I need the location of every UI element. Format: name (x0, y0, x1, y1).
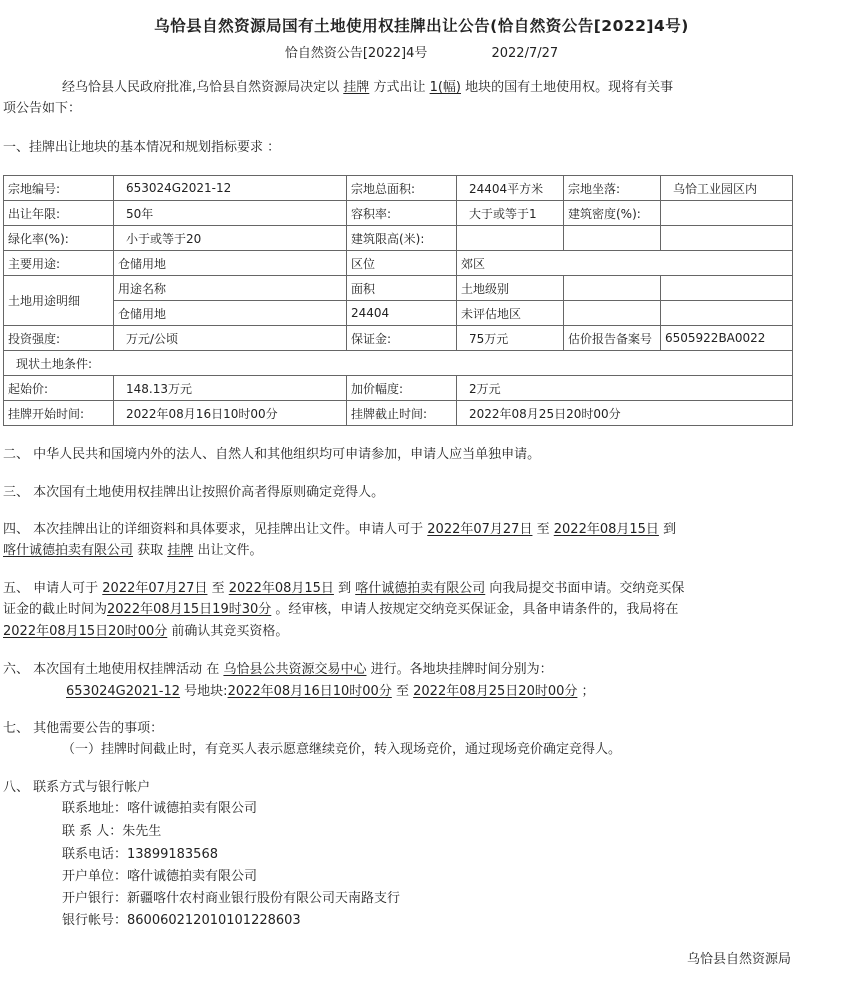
date-text: 2022年07月27日 (427, 522, 533, 537)
table-cell: 起始价: (4, 376, 114, 401)
table-cell: 挂牌截止时间: (347, 401, 457, 426)
table-cell: 出让年限: (4, 201, 114, 226)
section-text: 前确认其竞买资格。 (171, 624, 289, 639)
parcel-id: 653024G2021-12 (66, 684, 181, 699)
table-cell: 土地用途明细 (4, 276, 114, 326)
table-cell: 用途名称 (114, 276, 347, 301)
date-text: 2022年08月16日10时00分 (227, 684, 392, 699)
date-text: 2022年07月27日 (102, 581, 208, 596)
table-cell: 6505922BA0022 (661, 326, 793, 351)
table-cell (661, 276, 793, 301)
intro-text: 地块的国有土地使用权。现将有关事 (465, 80, 674, 95)
intro-count: 1(幅) (429, 80, 462, 95)
section-5-line-2 (3, 601, 803, 619)
doc-date: 2022/7/27 (491, 46, 559, 61)
section-text: 至 (211, 581, 225, 596)
table-cell: 大于或等于1 (457, 201, 564, 226)
date-text: 2022年08月15日19时30分 (107, 602, 272, 617)
signature: 乌恰县自然资源局 (686, 952, 791, 967)
table-cell: 未评估地区 (457, 301, 564, 326)
table-cell: 小于或等于20 (114, 226, 347, 251)
table-cell: 24404 (347, 301, 457, 326)
contact-phone: 联系电话：13899183568 (62, 847, 218, 862)
table-cell (564, 226, 661, 251)
section-4-line-2 (3, 542, 803, 560)
section-text: 获取 (137, 543, 164, 558)
table-cell: 保证金: (347, 326, 457, 351)
table-row (4, 201, 793, 226)
table-cell: 郊区 (457, 251, 793, 276)
intro-method: 挂牌 (343, 80, 370, 95)
table-cell: 现状土地条件: (4, 351, 793, 376)
table-cell: 宗地总面积: (347, 176, 457, 201)
table-row (4, 301, 793, 326)
table-cell: 50年 (114, 201, 347, 226)
section-text: 证金的截止时间为 (3, 602, 108, 617)
section-text: 六、 本次国有土地使用权挂牌活动 (3, 662, 203, 677)
section-text: 进行。各地块挂牌时间分别为： (370, 662, 553, 677)
intro-line-2: 项公告如下： (3, 101, 82, 116)
section-text: 五、 申请人可于 (3, 581, 99, 596)
intro-text: 方式出让 (373, 80, 426, 95)
section-text: 在 (206, 662, 220, 677)
table-cell: 投资强度: (4, 326, 114, 351)
section-5-line-1 (3, 580, 803, 598)
table-cell: 2022年08月25日20时00分 (457, 401, 793, 426)
company-name: 喀什诚德拍卖有限公司 (3, 543, 134, 558)
section-text: ； (581, 684, 595, 699)
venue-name: 乌恰县公共资源交易中心 (223, 662, 367, 677)
date-text: 2022年08月15日 (553, 522, 659, 537)
table-cell: 148.13万元 (114, 376, 347, 401)
section-text: 到 (338, 581, 352, 596)
table-cell: 绿化率(%): (4, 226, 114, 251)
table-cell: 挂牌开始时间: (4, 401, 114, 426)
date-text: 2022年08月15日20时00分 (3, 624, 168, 639)
table-cell: 宗地编号: (4, 176, 114, 201)
section-text: 。经审核，申请人按规定交纳竞买保证金，具备申请条件的，我局将在 (275, 602, 679, 617)
company-name: 喀什诚德拍卖有限公司 (355, 581, 486, 596)
table-cell: 75万元 (457, 326, 564, 351)
section-text: 四、 本次挂牌出让的详细资料和具体要求，见挂牌出让文件。申请人可于 (3, 522, 424, 537)
section-7-heading: 七、 其他需要公告的事项： (3, 721, 164, 736)
table-cell (661, 301, 793, 326)
table-row (4, 401, 793, 426)
account-bank: 开户银行：新疆喀什农村商业银行股份有限公司天南路支行 (62, 891, 401, 906)
table-cell: 乌恰工业园区内 (661, 176, 793, 201)
page-title: 乌恰县自然资源局国有土地使用权挂牌出让公告(恰自然资公告[2022]4号) (154, 17, 689, 35)
table-cell: 2022年08月16日10时00分 (114, 401, 347, 426)
section-1-heading: 一、挂牌出让地块的基本情况和规划指标要求 ： (3, 140, 281, 155)
table-cell: 仓储用地 (114, 251, 347, 276)
intro-text: 经乌恰县人民政府批准,乌恰县自然资源局决定以 (62, 80, 340, 95)
section-3: 三、 本次国有土地使用权挂牌出让按照价高者得原则确定竞得人。 (3, 485, 385, 500)
section-7-item-1: （一）挂牌时间截止时，有竞买人表示愿意继续竞价，转入现场竞价，通过现场竞价确定竞得人。 (62, 742, 622, 757)
contact-address: 联系地址：喀什诚德拍卖有限公司 (62, 801, 258, 816)
land-info-table (3, 175, 793, 426)
section-text: 号地块: (184, 684, 228, 699)
intro-line-1 (62, 79, 843, 97)
table-row (4, 376, 793, 401)
table-cell (457, 226, 564, 251)
account-unit: 开户单位：喀什诚德拍卖有限公司 (62, 869, 258, 884)
account-number: 银行帐号：860060212010101228603 (62, 913, 301, 928)
section-text: 至 (395, 684, 409, 699)
table-row (4, 226, 793, 251)
section-2: 二、 中华人民共和国境内外的法人、自然人和其他组织均可申请参加，申请人应当单独申请。 (3, 447, 541, 462)
table-cell: 面积 (347, 276, 457, 301)
table-cell: 区位 (347, 251, 457, 276)
section-text: 至 (536, 522, 550, 537)
date-text: 2022年08月15日 (228, 581, 334, 596)
table-cell: 土地级别 (457, 276, 564, 301)
section-6-line-1 (3, 661, 803, 679)
section-text: 到 (663, 522, 677, 537)
table-row (4, 176, 793, 201)
table-cell: 万元/公顷 (114, 326, 347, 351)
table-cell: 建筑限高(米): (347, 226, 457, 251)
contact-person: 联 系 人：朱先生 (62, 824, 162, 839)
table-row (4, 351, 793, 376)
table-cell (564, 276, 661, 301)
doc-number: 恰自然资公告[2022]4号 (284, 46, 428, 61)
table-cell: 容积率: (347, 201, 457, 226)
table-cell: 主要用途: (4, 251, 114, 276)
section-6-line-2 (66, 683, 843, 701)
table-cell (661, 201, 793, 226)
table-cell: 仓储用地 (114, 301, 347, 326)
section-5-line-3 (3, 623, 803, 641)
table-cell (661, 226, 793, 251)
table-row (4, 251, 793, 276)
table-cell: 建筑密度(%): (564, 201, 661, 226)
table-cell: 24404平方米 (457, 176, 564, 201)
date-text: 2022年08月25日20时00分 (413, 684, 578, 699)
table-cell: 653024G2021-12 (114, 176, 347, 201)
table-cell: 2万元 (457, 376, 793, 401)
section-8-heading: 八、 联系方式与银行帐户 (3, 780, 151, 795)
table-cell: 估价报告备案号 (564, 326, 661, 351)
section-text: 向我局提交书面申请。交纳竞买保 (489, 581, 685, 596)
section-text: 出让文件。 (197, 543, 263, 558)
table-row (4, 326, 793, 351)
table-cell: 加价幅度: (347, 376, 457, 401)
doc-meta (0, 42, 843, 61)
table-cell (564, 301, 661, 326)
section-4-line-1 (3, 521, 803, 539)
method-text: 挂牌 (167, 543, 194, 558)
table-row (4, 276, 793, 301)
table-cell: 宗地坐落: (564, 176, 661, 201)
